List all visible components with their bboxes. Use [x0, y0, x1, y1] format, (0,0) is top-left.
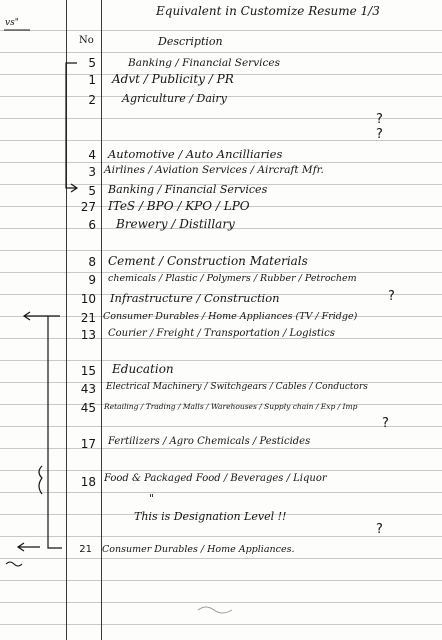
row-description: Electrical Machinery / Switchgears / Cables / Conductors [106, 382, 368, 392]
link-bracket [48, 316, 62, 548]
row-description: Airlines / Aviation Services / Aircraft Mfr. [104, 164, 324, 176]
question-mark: ? [376, 127, 383, 142]
row-description: Automotive / Auto Ancilliaries [108, 147, 283, 161]
row-number: 21 [80, 311, 96, 325]
row-description: Courier / Freight / Transportation / Logistics [108, 328, 335, 339]
row-number: 45 [80, 401, 96, 415]
question-mark: ? [382, 416, 389, 431]
row-number: 9 [88, 273, 96, 287]
row-description: Retailing / Trading / Malls / Warehouses / Supply chain / Exp / Imp [104, 402, 358, 411]
row-number: 27 [80, 200, 96, 214]
row-description: chemicals / Plastic / Polymers / Rubber / Petrochem [108, 273, 357, 284]
link-bracket [66, 63, 77, 188]
row-number: 43 [80, 382, 96, 396]
row-description: Banking / Financial Services [128, 57, 280, 69]
scribble [198, 607, 232, 613]
column-header-description: Description [158, 35, 223, 48]
row-description: Fertilizers / Agro Chemicals / Pesticides [108, 436, 311, 447]
row-number: 6 [88, 218, 96, 232]
page-title: Equivalent in Customize Resume 1/3 [156, 4, 380, 18]
row-description: Consumer Durables / Home Appliances (TV / Fridge) [103, 311, 358, 322]
row-description: Education [112, 362, 174, 376]
row-number: 8 [88, 255, 96, 269]
row-number: 18 [80, 475, 96, 489]
row-number: 21 [79, 544, 92, 555]
question-mark: ? [376, 112, 383, 127]
row-description: Brewery / Distillary [116, 217, 235, 231]
row-number: 15 [80, 364, 96, 378]
row-number: 5 [88, 56, 96, 70]
row-description: Banking / Financial Services [108, 183, 268, 196]
column-header-no: No [79, 35, 94, 46]
row-description: Infrastructure / Construction [110, 291, 280, 305]
row-number: 2 [88, 93, 96, 107]
row-description: Consumer Durables / Home Appliances. [102, 544, 295, 555]
row-description: Advt / Publicity / PR [112, 72, 234, 86]
row-number: 3 [88, 165, 96, 179]
row-number: 17 [80, 437, 96, 451]
designation-note: This is Designation Level !! [134, 510, 287, 523]
row-number: 10 [80, 292, 96, 306]
row-description: ITeS / BPO / KPO / LPO [108, 199, 250, 213]
row-number: 1 [88, 73, 96, 87]
row-number: 4 [88, 148, 96, 162]
curly-brace [39, 466, 42, 494]
ditto-mark: " [149, 492, 155, 505]
row-number: 5 [88, 184, 96, 198]
row-description: Cement / Construction Materials [108, 254, 308, 268]
question-mark: ? [388, 289, 395, 304]
corner-mark: vs" [5, 18, 19, 28]
row-description: Agriculture / Dairy [122, 92, 227, 105]
row-description: Food & Packaged Food / Beverages / Liquor [104, 473, 327, 484]
row-number: 13 [80, 328, 96, 342]
question-mark: ? [376, 522, 383, 537]
scribble [6, 562, 22, 566]
